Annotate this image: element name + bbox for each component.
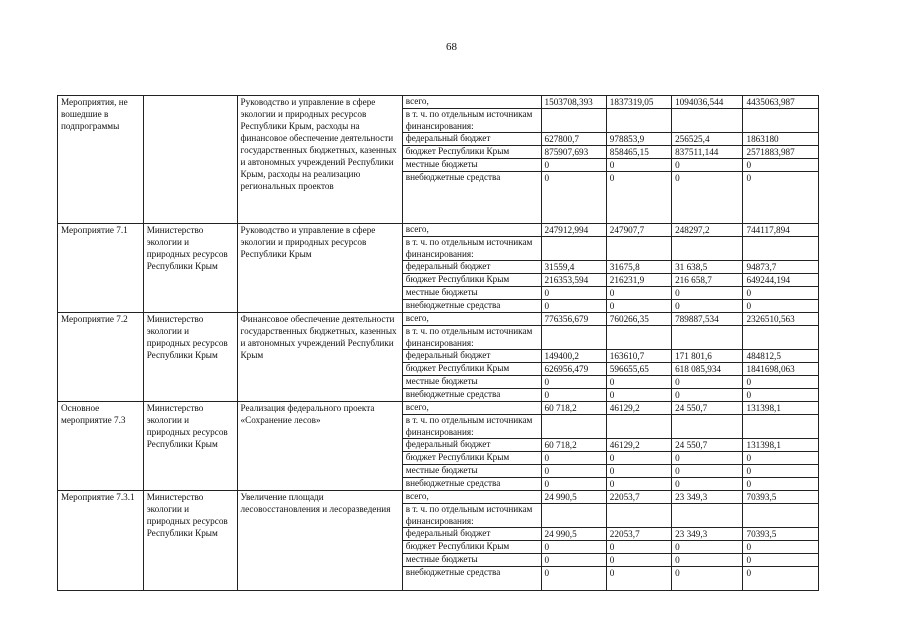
funding-amount: 31559,4 [541,261,606,274]
executor-name: Министерство экологии и природных ресурсов Республики Крым [143,224,237,313]
funding-amount: 627800,7 [541,133,606,146]
funding-source-label: федеральный бюджет [402,350,541,363]
funding-amount: 248297,2 [672,224,743,237]
funding-source-label: бюджет Республики Крым [402,541,541,554]
funding-amount: 744117,894 [743,224,819,237]
funding-source-label: внебюджетные средства [402,172,541,224]
funding-amount: 0 [743,567,819,591]
funding-amount [743,326,819,350]
funding-source-label: всего, [402,96,541,109]
funding-amount: 0 [743,389,819,402]
executor-name: Министерство экологии и природных ресурсов Республики Крым [143,402,237,491]
funding-amount [672,326,743,350]
funding-amount: 0 [743,541,819,554]
funding-amount: 0 [606,287,671,300]
funding-amount: 0 [743,287,819,300]
event-description: Руководство и управление в сфере экологии и природных ресурсов Республики Крым, расходы на финансовое обеспечение деятельности государственных бюджетных, казенных и автономных учреждений Республики Крым, расходы на реализацию региональных проектов [237,96,402,224]
table-row [58,313,819,326]
funding-amount: 149400,2 [541,350,606,363]
funding-amount: 0 [743,478,819,491]
event-name: Мероприятие 7.1 [58,224,144,313]
funding-amount [541,415,606,439]
funding-amount [743,504,819,528]
funding-amount: 0 [672,159,743,172]
funding-source-label: всего, [402,402,541,415]
funding-amount: 1503708,393 [541,96,606,109]
funding-amount: 2571883,987 [743,146,819,159]
funding-amount [541,326,606,350]
funding-amount: 626956,479 [541,363,606,376]
funding-amount [672,415,743,439]
funding-source-label: местные бюджеты [402,159,541,172]
funding-source-label: в т. ч. по отдельным источникам финансирования: [402,237,541,261]
funding-amount: 0 [606,567,671,591]
funding-amount: 0 [672,567,743,591]
funding-amount: 875907,693 [541,146,606,159]
funding-amount: 484812,5 [743,350,819,363]
funding-source-label: внебюджетные средства [402,300,541,313]
funding-amount [606,109,671,133]
event-name: Основное мероприятие 7.3 [58,402,144,491]
funding-amount: 0 [541,465,606,478]
funding-amount: 649244,194 [743,274,819,287]
funding-amount: 60 718,2 [541,439,606,452]
funding-amount [672,109,743,133]
table-row [58,224,819,237]
funding-amount: 0 [672,478,743,491]
funding-amount: 0 [743,300,819,313]
funding-amount: 0 [606,465,671,478]
funding-amount: 0 [541,172,606,224]
funding-amount: 0 [672,465,743,478]
funding-amount: 776356,679 [541,313,606,326]
funding-amount [606,237,671,261]
funding-amount: 618 085,934 [672,363,743,376]
funding-amount: 60 718,2 [541,402,606,415]
funding-amount: 70393,5 [743,528,819,541]
funding-amount: 789887,534 [672,313,743,326]
funding-amount [541,109,606,133]
funding-amount: 171 801,6 [672,350,743,363]
funding-amount: 596655,65 [606,363,671,376]
funding-amount: 23 349,3 [672,528,743,541]
funding-source-label: местные бюджеты [402,465,541,478]
funding-amount: 0 [672,541,743,554]
funding-amount: 837511,144 [672,146,743,159]
funding-source-label: бюджет Республики Крым [402,274,541,287]
table-row [58,96,819,109]
funding-source-label: в т. ч. по отдельным источникам финансирования: [402,326,541,350]
funding-source-label: бюджет Республики Крым [402,146,541,159]
funding-amount: 0 [541,541,606,554]
funding-amount: 0 [606,172,671,224]
funding-source-label: местные бюджеты [402,376,541,389]
funding-amount [743,237,819,261]
funding-amount: 131398,1 [743,439,819,452]
funding-amount: 0 [541,567,606,591]
funding-amount: 24 990,5 [541,491,606,504]
budget-table-body [58,96,819,591]
table-row [58,402,819,415]
table-row [58,491,819,504]
funding-source-label: федеральный бюджет [402,439,541,452]
funding-source-label: в т. ч. по отдельным источникам финансирования: [402,109,541,133]
funding-amount: 24 990,5 [541,528,606,541]
funding-amount: 131398,1 [743,402,819,415]
funding-amount: 46129,2 [606,402,671,415]
funding-amount: 2326510,563 [743,313,819,326]
funding-amount: 0 [672,452,743,465]
funding-amount [541,504,606,528]
funding-amount: 0 [743,452,819,465]
event-description: Увеличение площади лесовосстановления и лесоразведения [237,491,402,591]
funding-source-label: федеральный бюджет [402,133,541,146]
funding-amount: 216 658,7 [672,274,743,287]
funding-amount: 0 [743,172,819,224]
funding-amount [606,326,671,350]
funding-amount: 0 [541,159,606,172]
funding-amount: 0 [541,452,606,465]
funding-amount [672,504,743,528]
funding-amount: 31675,8 [606,261,671,274]
funding-amount: 0 [743,159,819,172]
funding-amount [541,237,606,261]
funding-amount: 0 [541,478,606,491]
funding-amount: 1863180 [743,133,819,146]
executor-name: Министерство экологии и природных ресурсов Республики Крым [143,313,237,402]
funding-amount [743,415,819,439]
funding-amount: 0 [606,376,671,389]
event-name: Мероприятия, не вошедшие в подпрограммы [58,96,144,224]
funding-source-label: внебюджетные средства [402,389,541,402]
funding-source-label: всего, [402,491,541,504]
funding-source-label: всего, [402,224,541,237]
funding-amount: 22053,7 [606,528,671,541]
funding-amount: 978853,9 [606,133,671,146]
funding-source-label: в т. ч. по отдельным источникам финансирования: [402,415,541,439]
funding-amount: 70393,5 [743,491,819,504]
funding-amount: 94873,7 [743,261,819,274]
budget-table [57,95,819,591]
event-name: Мероприятие 7.2 [58,313,144,402]
funding-amount: 0 [541,554,606,567]
funding-amount: 22053,7 [606,491,671,504]
funding-amount: 46129,2 [606,439,671,452]
funding-amount: 0 [541,287,606,300]
funding-amount: 0 [541,300,606,313]
page-number: 68 [446,41,457,53]
funding-amount: 0 [672,554,743,567]
funding-amount [606,415,671,439]
funding-source-label: внебюджетные средства [402,478,541,491]
funding-amount: 4435063,987 [743,96,819,109]
funding-amount: 0 [541,389,606,402]
funding-amount: 760266,35 [606,313,671,326]
event-description: Финансовое обеспечение деятельности государственных бюджетных, казенных и автономных учреждений Республики Крым [237,313,402,402]
funding-amount: 0 [672,287,743,300]
funding-amount: 0 [606,389,671,402]
funding-source-label: федеральный бюджет [402,261,541,274]
funding-amount: 256525,4 [672,133,743,146]
funding-amount [606,504,671,528]
funding-amount: 0 [672,300,743,313]
funding-amount: 0 [743,376,819,389]
funding-amount: 1841698,063 [743,363,819,376]
funding-amount: 0 [606,159,671,172]
funding-amount: 0 [743,554,819,567]
funding-amount: 0 [743,465,819,478]
funding-amount: 0 [606,541,671,554]
executor-name: Министерство экологии и природных ресурсов Республики Крым [143,491,237,591]
funding-source-label: местные бюджеты [402,287,541,300]
funding-amount [672,237,743,261]
event-description: Реализация федерального проекта «Сохранение лесов» [237,402,402,491]
funding-source-label: всего, [402,313,541,326]
funding-amount: 1094036,544 [672,96,743,109]
funding-source-label: бюджет Республики Крым [402,452,541,465]
funding-amount: 858465,15 [606,146,671,159]
funding-source-label: в т. ч. по отдельным источникам финансирования: [402,504,541,528]
funding-source-label: внебюджетные средства [402,567,541,591]
funding-amount: 216353,594 [541,274,606,287]
funding-amount: 1837319,05 [606,96,671,109]
funding-amount: 24 550,7 [672,439,743,452]
funding-source-label: местные бюджеты [402,554,541,567]
funding-source-label: бюджет Республики Крым [402,363,541,376]
event-name: Мероприятие 7.3.1 [58,491,144,591]
funding-amount: 216231,9 [606,274,671,287]
funding-amount: 247907,7 [606,224,671,237]
funding-amount: 0 [672,389,743,402]
funding-amount: 0 [672,172,743,224]
executor-name [143,96,237,224]
funding-amount: 247912,994 [541,224,606,237]
funding-amount: 0 [672,376,743,389]
funding-amount: 0 [541,376,606,389]
funding-amount: 0 [606,300,671,313]
funding-amount: 23 349,3 [672,491,743,504]
funding-amount: 24 550,7 [672,402,743,415]
funding-amount: 0 [606,452,671,465]
funding-amount: 31 638,5 [672,261,743,274]
event-description: Руководство и управление в сфере экологии и природных ресурсов Республики Крым [237,224,402,313]
funding-amount [743,109,819,133]
funding-source-label: федеральный бюджет [402,528,541,541]
funding-amount: 0 [606,478,671,491]
funding-amount: 0 [606,554,671,567]
funding-amount: 163610,7 [606,350,671,363]
